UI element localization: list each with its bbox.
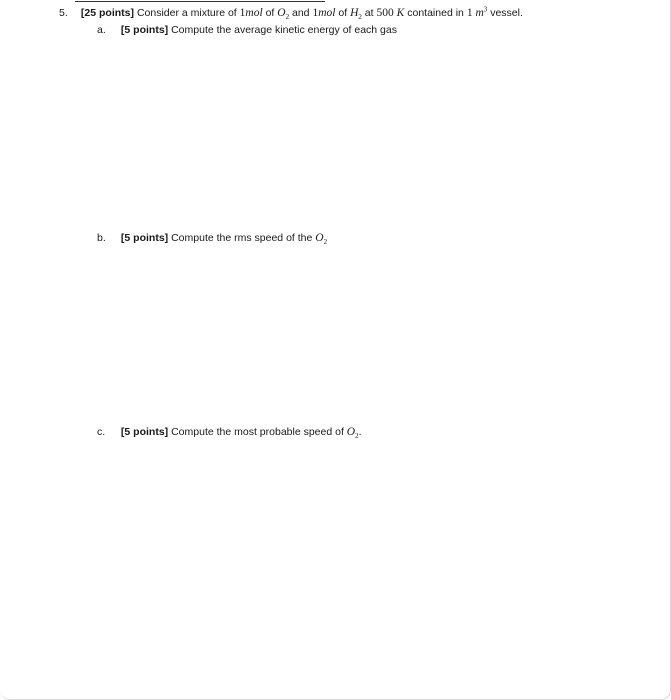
moles-o2-unit: mol [245,7,263,19]
question-number: 5. [59,7,68,19]
part-c-species-subscript: 2 [355,432,359,441]
moles-h2-quantity: 1 [312,7,319,19]
species-h2: H [350,7,359,19]
question-text-of-2: of [338,7,348,19]
question-text-1: Consider a mixture of [136,7,237,19]
volume-unit: m [475,7,484,19]
part-a-points: [5 points] [120,24,169,36]
volume-value: 1 [466,7,473,19]
species-o2-subscript: 2 [285,13,290,22]
part-c-trailing-period: . [358,426,362,438]
part-a-label: a. [97,24,106,36]
part-a-text: Compute the average kinetic energy of each gas [171,24,397,36]
temperature-unit: K [396,7,405,19]
part-c-points: [5 points] [120,426,169,438]
question-text-5: vessel. [490,7,523,19]
part-c-species: O [346,426,356,438]
part-a [97,23,397,37]
species-h2-subscript: 2 [358,13,362,22]
volume-exponent: 3 [483,5,488,14]
part-c-label: c. [97,426,106,438]
temperature-value: 500 [376,7,394,19]
moles-h2-unit: mol [318,7,336,19]
part-c-text: Compute the most probable speed of [171,426,344,438]
question-text-of-1: of [265,7,275,19]
question-text-2: and [292,7,310,19]
question-text-4: contained in [407,7,464,19]
question-points: [25 points] [80,7,135,19]
question-5-stem [59,6,523,20]
question-text-3: at [364,7,374,19]
part-b-species: O [315,232,324,244]
part-b-points: [5 points] [120,232,169,244]
part-b-species-subscript: 2 [323,238,328,247]
part-c [97,425,362,439]
part-b-label: b. [97,232,106,244]
top-divider-line [75,1,325,2]
moles-o2-quantity: 1 [239,7,246,19]
species-o2: O [277,7,286,19]
part-b-text: Compute the rms speed of the [171,232,313,244]
part-b [97,231,327,245]
